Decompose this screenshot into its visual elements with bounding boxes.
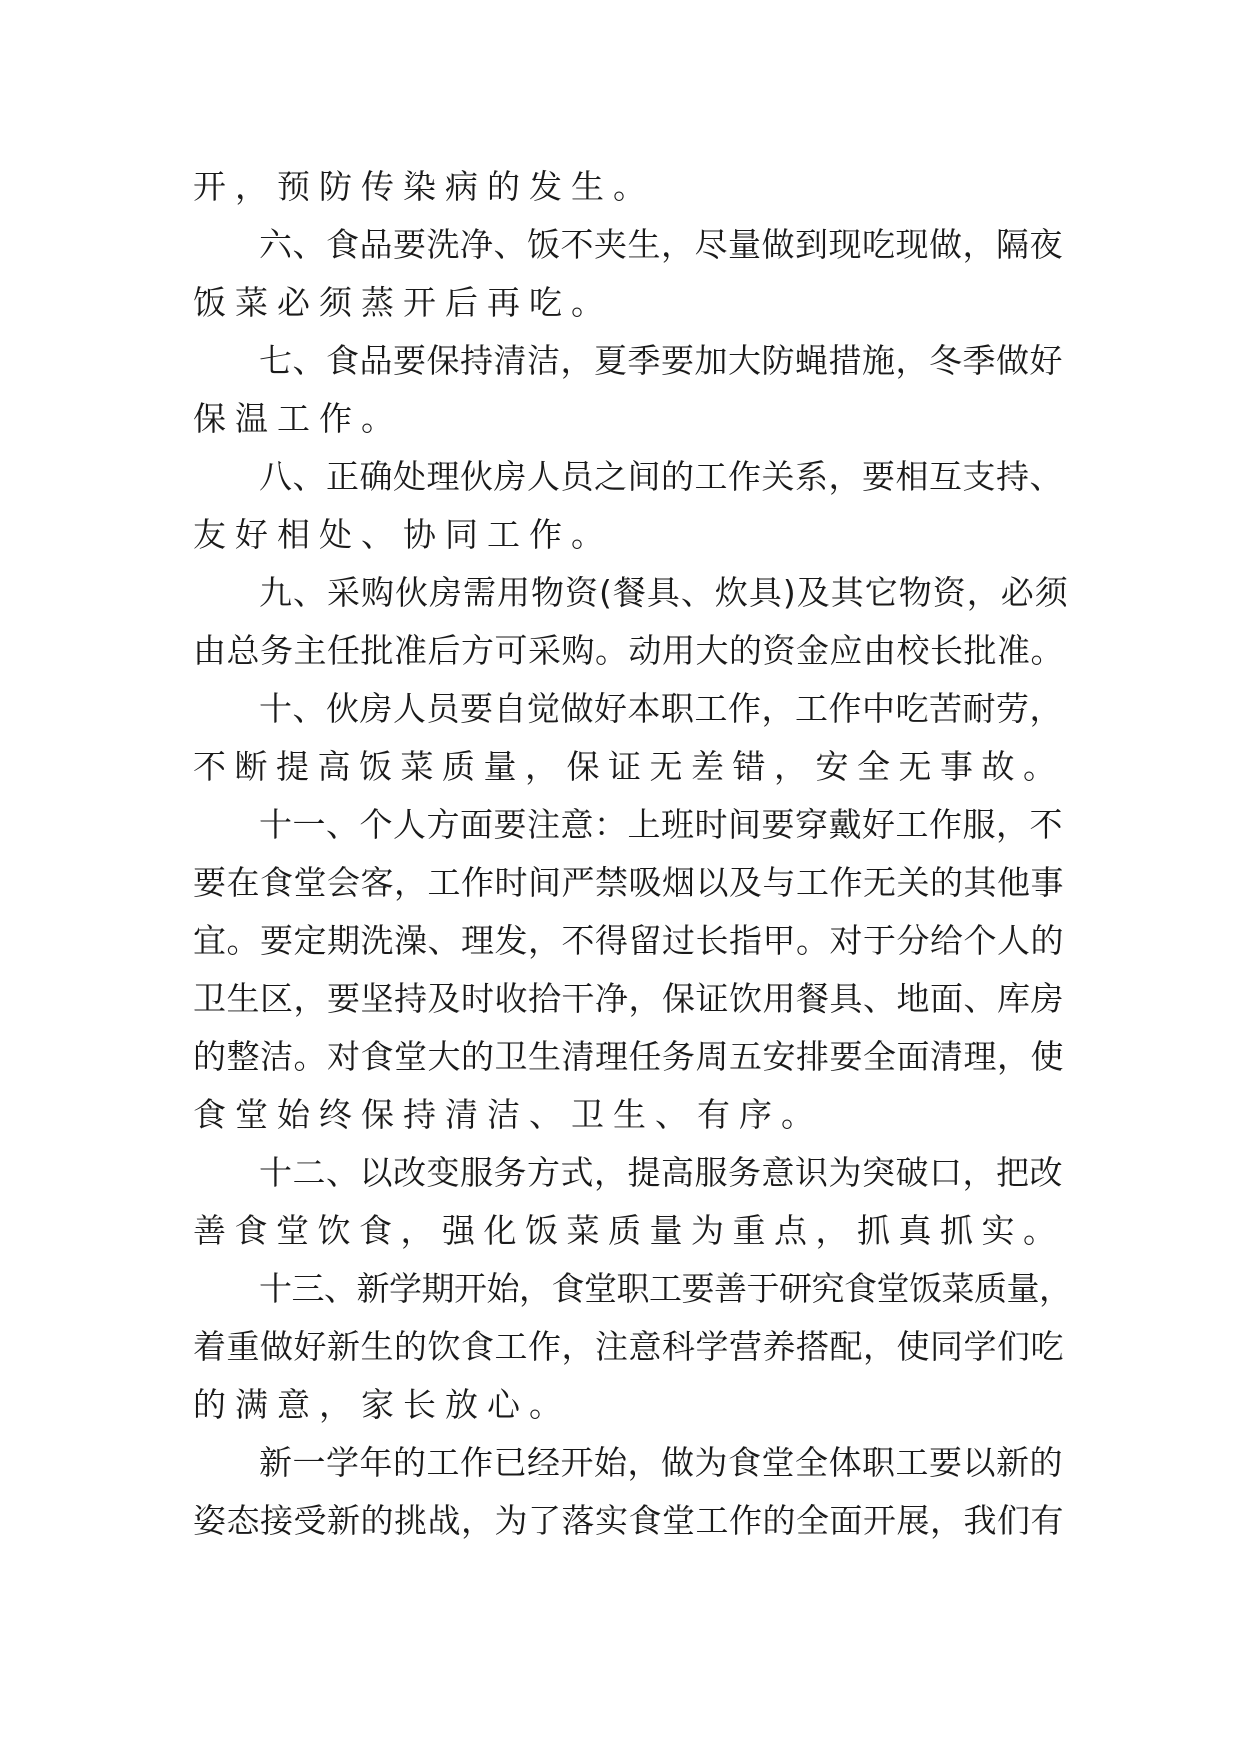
paragraph-start-line: 六、食品要洗净、饭不夹生，尽量做到现吃现做，隔夜: [259, 225, 1063, 264]
text-line: 的满意，家长放心。: [193, 1385, 571, 1424]
paragraph-start-line: 十二、以改变服务方式，提高服务意识为突破口，把改: [259, 1153, 1063, 1192]
text-line: 由总务主任批准后方可采购。动用大的资金应由校长批准。: [193, 631, 1064, 670]
paragraph-start-line: 七、食品要保持清洁，夏季要加大防蝇措施，冬季做好: [259, 341, 1063, 380]
text-line: 不断提高饭菜质量，保证无差错，安全无事故。: [193, 747, 1065, 786]
text-line: 着重做好新生的饮食工作，注意科学营养搭配，使同学们吃: [193, 1327, 1064, 1366]
paragraph-start-line: 八、正确处理伙房人员之间的工作关系，要相互支持、: [259, 457, 1063, 496]
text-line: 的整洁。对食堂大的卫生清理任务周五安排要全面清理，使: [193, 1037, 1064, 1076]
text-line: 饭菜必须蒸开后再吃。: [193, 283, 613, 322]
text-line: 宜。要定期洗澡、理发，不得留过长指甲。对于分给个人的: [193, 921, 1064, 960]
text-line: 卫生区，要坚持及时收拾干净，保证饮用餐具、地面、库房: [193, 979, 1064, 1018]
text-line: 要在食堂会客，工作时间严禁吸烟以及与工作无关的其他事: [193, 863, 1064, 902]
paragraph-start-line: 新一学年的工作已经开始，做为食堂全体职工要以新的: [259, 1443, 1063, 1482]
text-line: 食堂始终保持清洁、卫生、有序。: [193, 1095, 823, 1134]
text-line: 开，预防传染病的发生。: [193, 167, 655, 206]
text-line: 保温工作。: [193, 399, 403, 438]
paragraph-start-line: 九、采购伙房需用物资(餐具、炊具)及其它物资，必须: [259, 573, 1069, 612]
document-body: [193, 158, 1073, 1550]
paragraph-start-line: 十三、新学期开始，食堂职工要善于研究食堂饭菜质量，: [259, 1269, 1072, 1308]
paragraph-start-line: 十一、个人方面要注意：上班时间要穿戴好工作服，不: [259, 805, 1063, 844]
paragraph-start-line: 十、伙房人员要自觉做好本职工作，工作中吃苦耐劳，: [259, 689, 1063, 728]
text-line: 姿态接受新的挑战，为了落实食堂工作的全面开展，我们有: [193, 1501, 1064, 1540]
text-line: 善食堂饮食，强化饭菜质量为重点，抓真抓实。: [193, 1211, 1065, 1250]
text-line: 友好相处、协同工作。: [193, 515, 613, 554]
